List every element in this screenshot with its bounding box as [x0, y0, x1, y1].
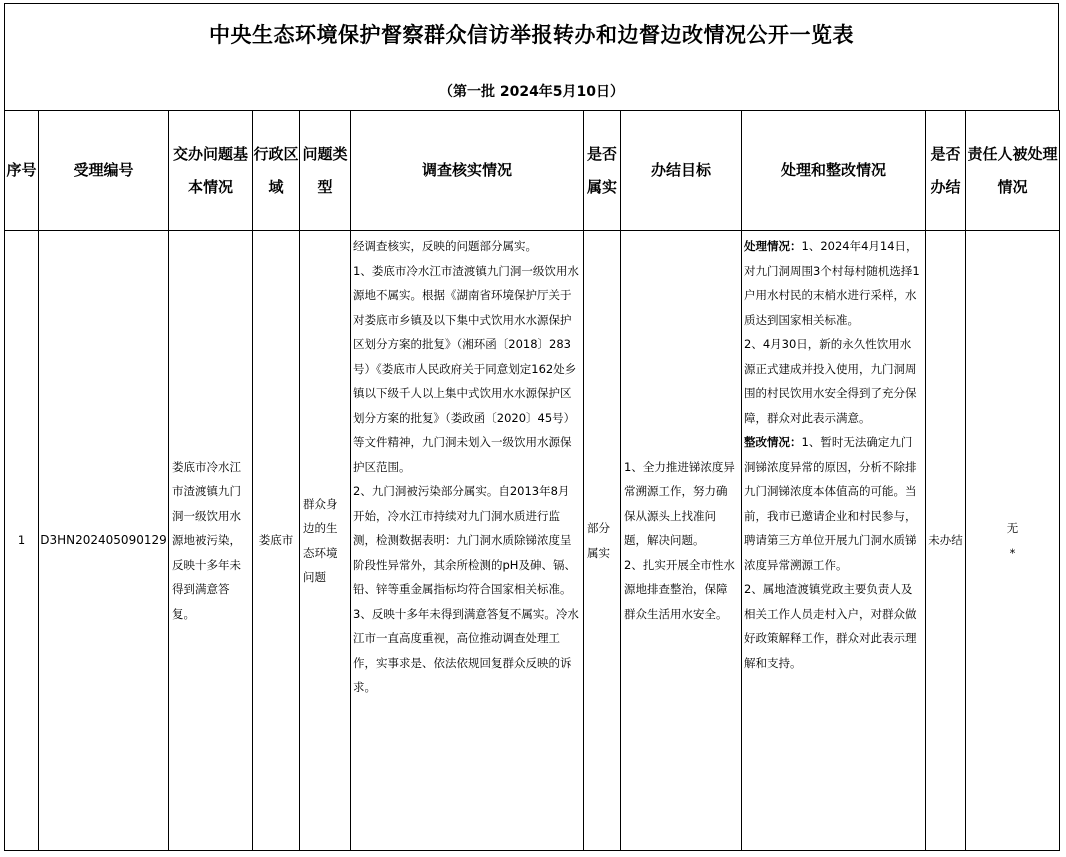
- header-handling: 处理和整改情况: [742, 111, 926, 231]
- table-header-row: [5, 111, 1060, 231]
- document-header: [4, 3, 1059, 110]
- cell-investigation: [351, 231, 584, 851]
- handling-label: 处理情况：: [744, 239, 802, 253]
- cell-is-done: 未办结: [926, 231, 966, 851]
- header-type: 问题类型: [300, 111, 351, 231]
- cell-handling: [742, 231, 926, 851]
- rectify-item: 1、暂时无法确定九门洞锑浓度异常的原因，分析不除排九门洞锑浓度本体值高的可能。当前，我市已邀请企业和村民参与，聘请第三方单位开展九门洞水质锑浓度异常溯源工作。: [744, 435, 917, 572]
- punish-mark: *: [1009, 545, 1016, 560]
- handling-para: [744, 234, 922, 332]
- investigation-para: 1、娄底市冷水江市渣渡镇九门洞一级饮用水源地不属实。根据《湖南省环境保护厅关于对娄底市乡镇及以下集中式饮用水水源保护区划分方案的批复》（湘环函〔2018〕283号）《娄底市人民政府关于同意划定162处乡镇以下级千人以上集中式饮用水水源保护区划分方案的批复》（娄政函〔2020〕45号）等文件精神，九门洞未划入一级饮用水源保护区范围。: [353, 263, 579, 474]
- document-title: 中央生态环境保护督察群众信访举报转办和边督边改情况公开一览表: [209, 22, 854, 47]
- investigation-para: 3、反映十多年未得到满意答复不属实。冷水江市一直高度重视，高位推动调查处理工作，实事求是、依法依规回复群众反映的诉求。: [353, 606, 579, 694]
- cell-seq: 1: [5, 231, 39, 851]
- disclosure-table: [4, 110, 1060, 851]
- cell-case-no: D3HN202405090129: [39, 231, 169, 851]
- rectify-para: [744, 430, 922, 577]
- header-is-done: 是否办结: [926, 111, 966, 231]
- cell-is-true: 部分属实: [584, 231, 621, 851]
- investigation-para: 2、九门洞被污染部分属实。自2013年8月开始，冷水江市持续对九门洞水质进行监测，检测数据表明：九门洞水质除锑浓度呈阶段性异常外，其余所检测的pH及砷、镉、铅、锌等重金属指标均符合国家相关标准。: [353, 484, 576, 596]
- header-problem: 交办问题基本情况: [169, 111, 253, 231]
- cell-problem: 娄底市冷水江市渣渡镇九门洞一级饮用水源地被污染，反映十多年未得到满意答复。: [169, 231, 253, 851]
- document-subtitle: （第一批 2024年5月10日）: [438, 84, 625, 100]
- header-is-true: 是否属实: [584, 111, 621, 231]
- goal-para: 2、扎实开展全市性水源地排查整治，保障群众生活用水安全。: [624, 557, 735, 621]
- header-seq: 序号: [5, 111, 39, 231]
- goal-para: 1、全力推进锑浓度异常溯源工作，努力确保从源头上找准问题，解决问题。: [624, 459, 735, 548]
- cell-region: 娄底市: [253, 231, 300, 851]
- cell-type: 群众身边的生态环境问题: [300, 231, 351, 851]
- header-region: 行政区域: [253, 111, 300, 231]
- header-case-no: 受理编号: [39, 111, 169, 231]
- rectify-label: 整改情况：: [744, 435, 802, 449]
- cell-goal: [621, 231, 742, 851]
- investigation-para: 经调查核实，反映的问题部分属实。: [353, 239, 537, 253]
- handling-item: 1、2024年4月14日，对九门洞周围3个村每村随机选择1户用水村民的末梢水进行采样，水质达到国家相关标准。: [744, 239, 920, 327]
- table-row: [5, 231, 1060, 851]
- header-goal: 办结目标: [621, 111, 742, 231]
- punish-value: 无: [1006, 521, 1019, 535]
- header-punish: 责任人被处理情况: [966, 111, 1060, 231]
- header-investigation: 调查核实情况: [351, 111, 584, 231]
- rectify-para: 2、属地渣渡镇党政主要负责人及相关工作人员走村入户，对群众做好政策解释工作，群众对此表示理解和支持。: [744, 582, 917, 670]
- handling-para: 2、4月30日，新的永久性饮用水源正式建成并投入使用，九门洞周围的村民饮用水安全得到了充分保障，群众对此表示满意。: [744, 337, 917, 425]
- cell-punish: [966, 231, 1060, 851]
